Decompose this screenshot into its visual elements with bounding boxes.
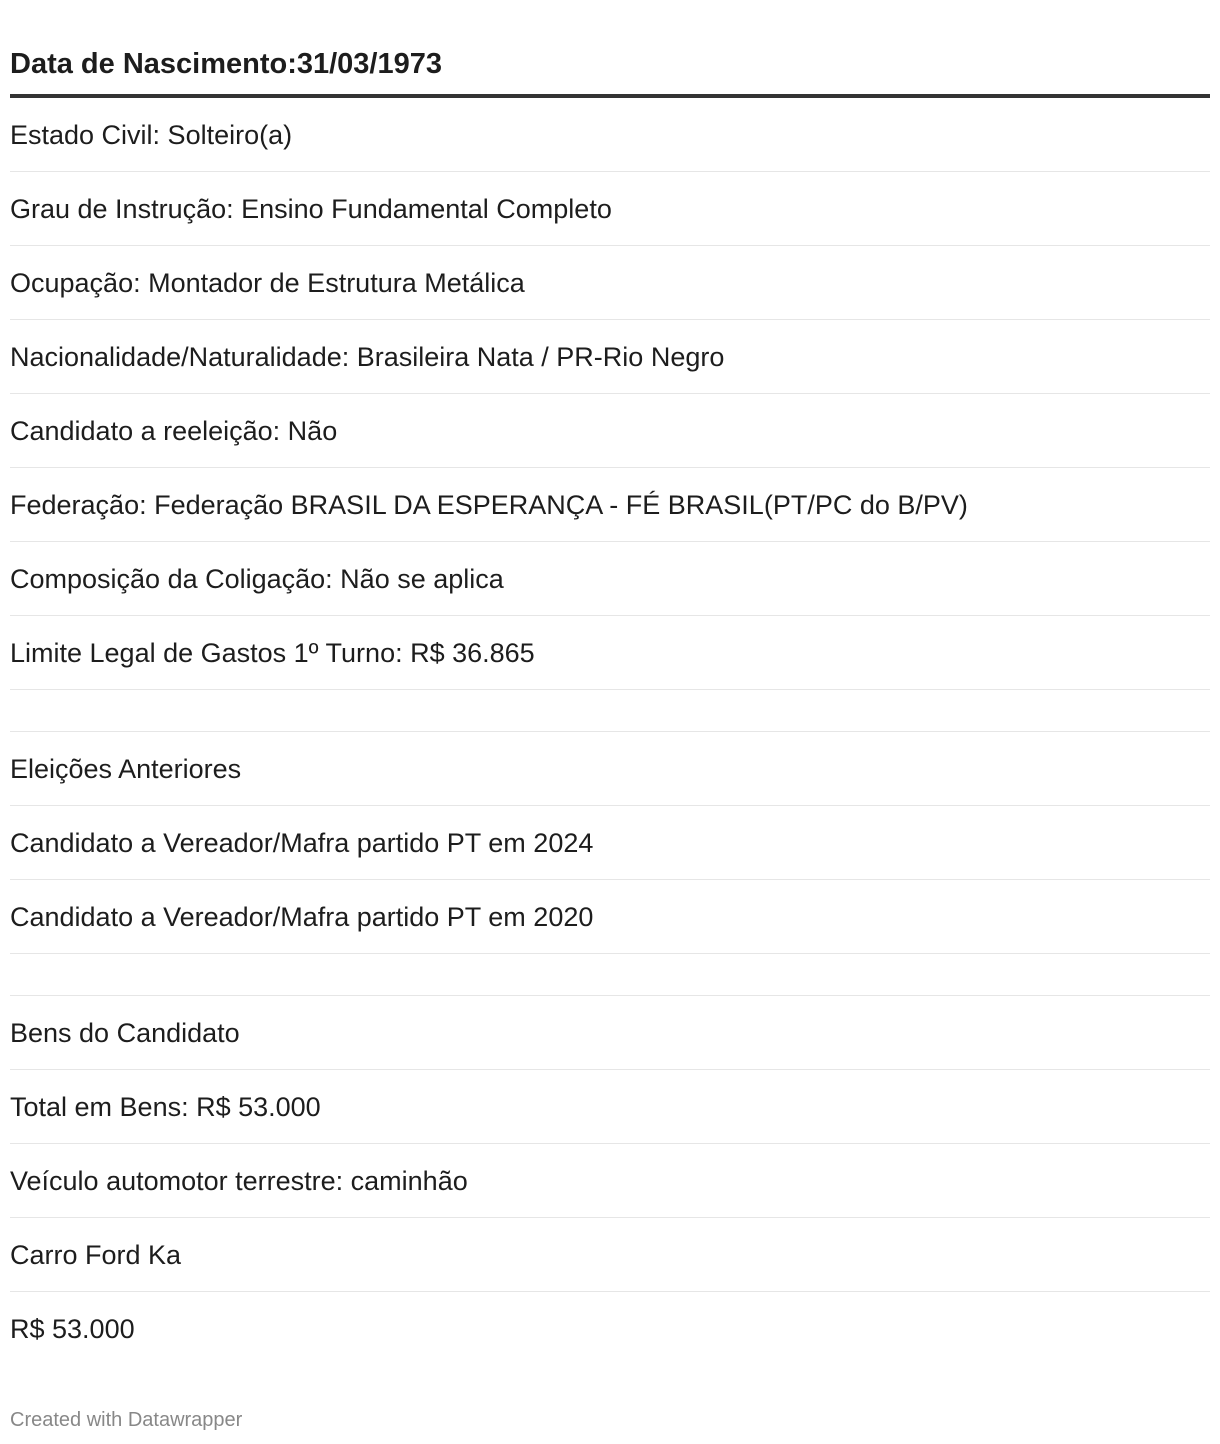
table-row-empty [10,690,1210,732]
table-row [10,880,1210,954]
row-text: Eleições Anteriores [10,753,242,784]
table [10,0,1210,1366]
row-text: Bens do Candidato [10,1017,240,1048]
row-text: Limite Legal de Gastos 1º Turno: R$ 36.865 [10,637,535,668]
table-row [10,1292,1210,1366]
table-row [10,172,1210,246]
datawrapper-credit-link[interactable]: Created with Datawrapper [10,1409,243,1431]
row-text: Composição da Coligação: Não se aplica [10,563,504,594]
table-row [10,394,1210,468]
table-row [10,732,1210,806]
table-row [10,320,1210,394]
table-row-empty [10,954,1210,996]
row-text: Total em Bens: R$ 53.000 [10,1091,321,1122]
row-text: Veículo automotor terrestre: caminhão [10,1165,468,1196]
table-row [10,246,1210,320]
row-text: Candidato a reeleição: Não [10,415,338,446]
row-text: Ocupação: Montador de Estrutura Metálica [10,267,525,298]
row-text: Carro Ford Ka [10,1239,182,1270]
row-text: Candidato a Vereador/Mafra partido PT em 2024 [10,827,594,858]
table-header [10,0,1210,98]
row-text: Estado Civil: Solteiro(a) [10,119,293,150]
table-row [10,1070,1210,1144]
table-row [10,542,1210,616]
table-row [10,616,1210,690]
table-row [10,1218,1210,1292]
table-row [10,996,1210,1070]
table-row [10,468,1210,542]
header-title: Data de Nascimento:31/03/1973 [10,48,442,80]
row-text: Federação: Federação BRASIL DA ESPERANÇA - FÉ BRASIL(PT/PC do B/PV) [10,489,968,520]
table-row [10,806,1210,880]
row-text: Candidato a Vereador/Mafra partido PT em 2020 [10,901,594,932]
table-row [10,98,1210,172]
row-text: Nacionalidade/Naturalidade: Brasileira Nata / PR-Rio Negro [10,341,725,372]
table-row [10,1144,1210,1218]
row-text: Grau de Instrução: Ensino Fundamental Completo [10,193,612,224]
row-text: R$ 53.000 [10,1314,135,1344]
